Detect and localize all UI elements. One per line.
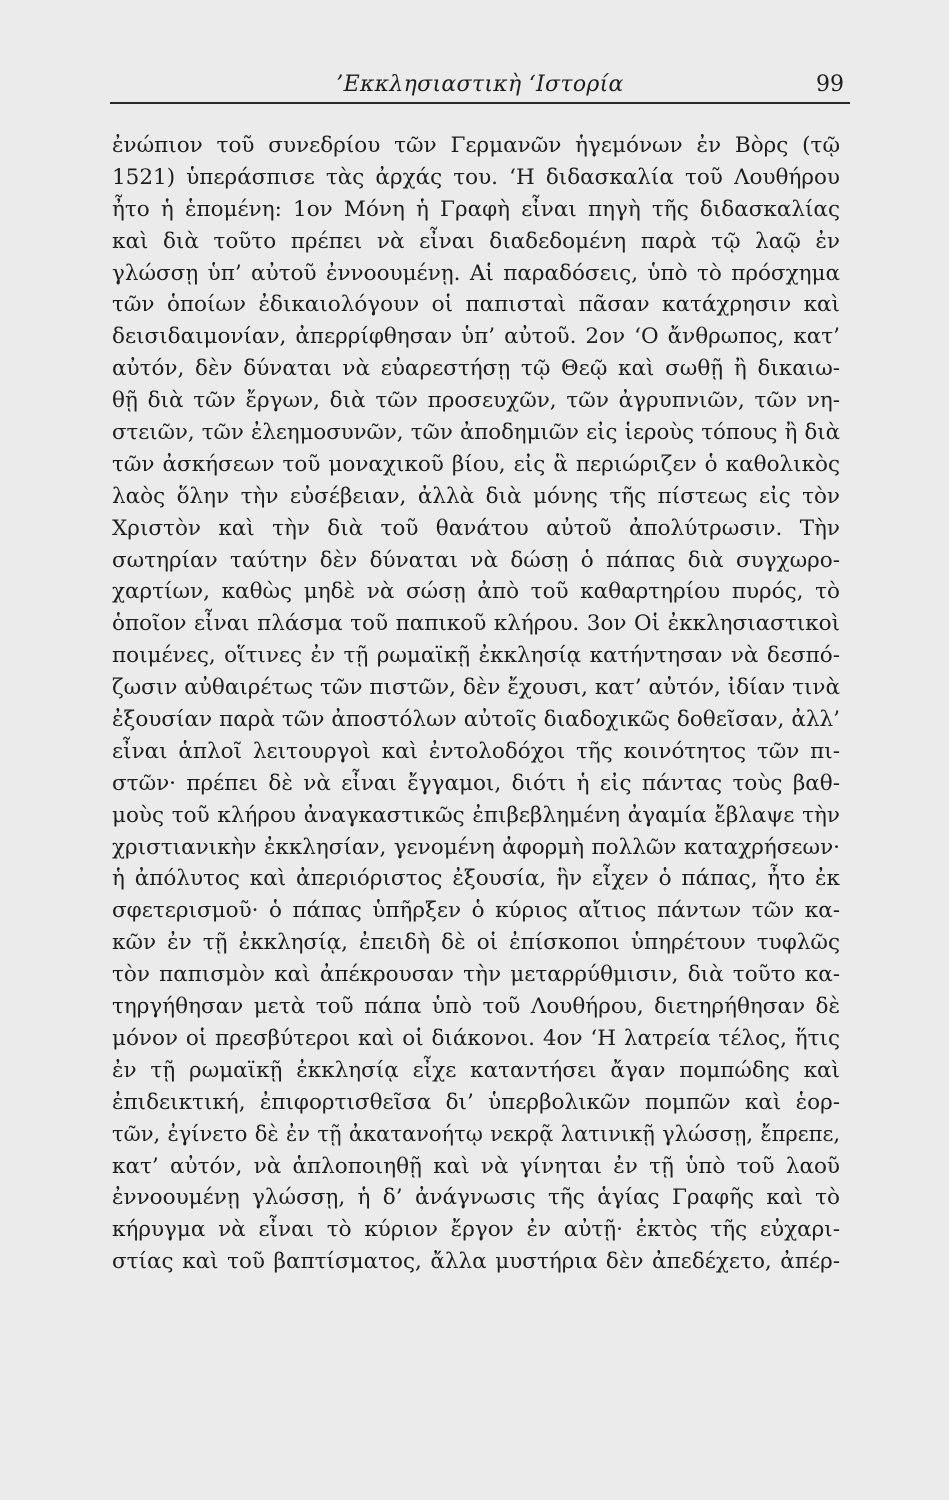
page-number: 99 (816, 72, 844, 97)
text-line: εἶναι ἁπλοῖ λειτουργοὶ καὶ ἐντολοδόχοι τῆς κοινότητος τῶν πι- (112, 738, 840, 764)
text-line: μόνον οἱ πρεσβύτεροι καὶ οἱ διάκονοι. 4ον ‘Η λατρεία τέλος, ἥτις (112, 1025, 840, 1051)
header-rule (110, 102, 850, 104)
body-text (112, 130, 840, 1406)
text-line: τῶν ὁποίων ἐδικαιολόγουν οἱ παπισταὶ πᾶσαν κατάχρησιν καὶ (112, 292, 840, 318)
text-line: κῶν ἐν τῇ ἐκκλησίᾳ, ἐπειδὴ δὲ οἱ ἐπίσκοποι ὑπηρέτουν τυφλῶς (112, 930, 840, 956)
text-line: στίας καὶ τοῦ βαπτίσματος, ἄλλα μυστήρια δὲν ἀπεδέχετο, ἀπέρ- (112, 1249, 840, 1275)
text-line: κατ’ αὐτόν, νὰ ἁπλοποιηθῇ καὶ νὰ γίνηται ἐν τῇ ὑπὸ τοῦ λαοῦ (112, 1153, 840, 1179)
text-line: θῇ διὰ τῶν ἔργων, διὰ τῶν προσευχῶν, τῶν ἀγρυπνιῶν, τῶν νη- (112, 388, 840, 414)
text-line: ἐπιδεικτική, ἐπιφορτισθεῖσα δι’ ὑπερβολικῶν πομπῶν καὶ ἑορ- (112, 1089, 840, 1115)
text-line (112, 1310, 840, 1342)
text-line: ἐνώπιον τοῦ συνεδρίου τῶν Γερμανῶν ἡγεμόνων ἐν Βὸρς (τῷ (112, 133, 840, 158)
text-line: σωτηρίαν ταύτην δὲν δύναται νὰ δώσῃ ὁ πάπας διὰ συγχωρο- (112, 547, 840, 573)
text-line: ἐννοουμένῃ γλώσσῃ, ἡ δ’ ἀνάγνωσις τῆς ἁγίας Γραφῆς καὶ τὸ (112, 1185, 840, 1211)
text-line: ποιμένες, οἵτινες ἐν τῇ ρωμαϊκῇ ἐκκλησίᾳ κατήντησαν νὰ δεσπό- (112, 643, 840, 669)
text-line: δεισιδαιμονίαν, ἀπερρίφθησαν ὑπ’ αὐτοῦ. 2ον ‘Ο ἄνθρωπος, κατ’ (112, 324, 840, 350)
text-line: τῶν ἀσκήσεων τοῦ μοναχικοῦ βίου, εἰς ἃ περιώριζεν ὁ καθολικὸς (112, 451, 840, 477)
text-line: ἦτο ἡ ἑπομένη: 1ον Μόνη ἡ Γραφὴ εἶναι πηγὴ τῆς διδασκαλίας (112, 196, 840, 222)
text-line: ἡ ἀπόλυτος καὶ ἀπεριόριστος ἐξουσία, ἣν εἶχεν ὁ πάπας, ἦτο ἐκ (112, 866, 840, 892)
text-line (112, 1278, 840, 1310)
text-line: στῶν· πρέπει δὲ νὰ εἶναι ἔγγαμοι, διότι ἡ εἰς πάντας τοὺς βαθ- (112, 770, 840, 796)
text-line: Χριστὸν καὶ τὴν διὰ τοῦ θανάτου αὐτοῦ ἀπολύτρωσιν. Τὴν (112, 515, 840, 541)
text-line: λαὸς ὅλην τὴν εὐσέβειαν, ἀλλὰ διὰ μόνης τῆς πίστεως εἰς τὸν (112, 483, 840, 509)
text-line: ὁποῖον εἶναι πλάσμα τοῦ παπικοῦ κλήρου. 3ον Οἱ ἐκκλησιαστικοὶ (112, 611, 840, 637)
text-line (112, 1342, 840, 1374)
text-line: χριστιανικὴν ἐκκλησίαν, γενομένη ἀφορμὴ πολλῶν καταχρήσεων· (112, 834, 840, 860)
text-line: τῶν, ἐγίνετο δὲ ἐν τῇ ἀκατανοήτῳ νεκρᾷ λατινικῇ γλώσσῃ, ἔπρεπε, (112, 1121, 840, 1146)
page-header (110, 62, 850, 102)
text-line: καὶ διὰ τοῦτο πρέπει νὰ εἶναι διαδεδομένη παρὰ τῷ λαῷ ἐν (112, 228, 840, 254)
text-line: τὸν παπισμὸν καὶ ἀπέκρουσαν τὴν μεταρρύθμισιν, διὰ τοῦτο κα- (112, 962, 840, 988)
text-line: μοὺς τοῦ κλήρου ἀναγκαστικῶς ἐπιβεβλημένη ἀγαμία ἔβλαψε τὴν (112, 802, 840, 828)
text-line: ἐξουσίαν παρὰ τῶν ἀποστόλων αὐτοῖς διαδοχικῶς δοθεῖσαν, ἀλλ’ (112, 707, 840, 733)
text-line: ζωσιν αὐθαιρέτως τῶν πιστῶν, δὲν ἔχουσι, κατ’ αὐτόν, ἰδίαν τινὰ (112, 675, 840, 701)
text-line (112, 1374, 840, 1406)
text-line: 1521) ὑπεράσπισε τὰς ἀρχάς του. ‘Η διδασκαλία τοῦ Λουθήρου (112, 164, 840, 190)
text-line: αὐτόν, δὲν δύναται νὰ εὐαρεστήσῃ τῷ Θεῷ καὶ σωθῇ ἢ δικαιω- (112, 356, 840, 382)
text-line: στειῶν, τῶν ἐλεημοσυνῶν, τῶν ἀποδημιῶν εἰς ἱεροὺς τόπους ἢ διὰ (112, 420, 840, 446)
running-title: ’Εκκλησιαστικὴ ‘Ιστορία (336, 72, 624, 97)
text-line: ἐν τῇ ρωμαϊκῇ ἐκκλησίᾳ εἶχε καταντήσει ἄγαν πομπώδης καὶ (112, 1057, 840, 1083)
text-line: κήρυγμα νὰ εἶναι τὸ κύριον ἔργον ἐν αὐτῇ· ἐκτὸς τῆς εὐχαρι- (112, 1217, 840, 1243)
text-line: χαρτίων, καθὼς μηδὲ νὰ σώσῃ ἀπὸ τοῦ καθαρτηρίου πυρός, τὸ (112, 579, 840, 605)
text-line: γλώσσῃ ὑπ’ αὐτοῦ ἐννοουμένῃ. Αἱ παραδόσεις, ὑπὸ τὸ πρόσχημα (112, 260, 840, 286)
text-line: σφετερισμοῦ· ὁ πάπας ὑπῆρξεν ὁ κύριος αἴτιος πάντων τῶν κα- (112, 898, 840, 924)
text-line: τηργήθησαν μετὰ τοῦ πάπα ὑπὸ τοῦ Λουθήρου, διετηρήθησαν δὲ (112, 994, 840, 1020)
